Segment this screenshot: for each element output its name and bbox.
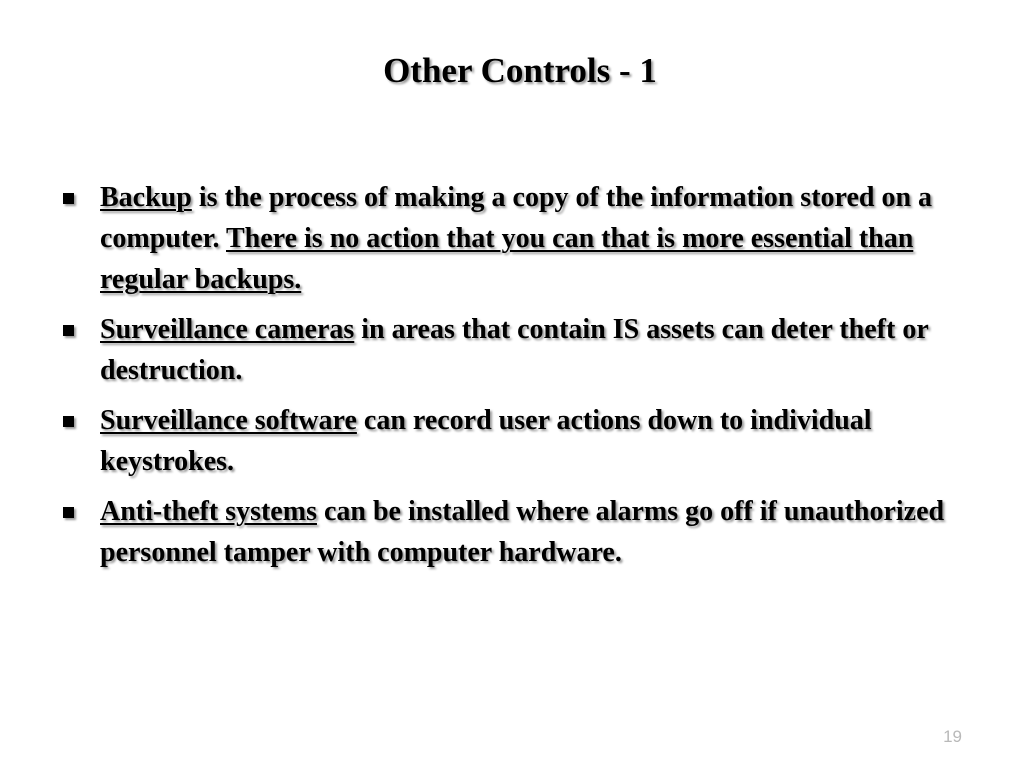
bullet-text: in areas that contain IS assets can deter theft or destruction. [100, 314, 929, 386]
slide-title: Other Controls - 1 [383, 51, 657, 90]
bullet-surveillance-software [100, 400, 970, 482]
page-number: 19 [943, 727, 962, 746]
bullet-emphasis: There is no action that you can that is more essential than regular backups. [100, 223, 914, 295]
bullet-term: Anti-theft systems [100, 496, 317, 527]
bullet-term: Surveillance software [100, 405, 357, 436]
bullet-term: Surveillance cameras [100, 314, 355, 345]
square-bullet-icon [63, 507, 74, 518]
bullet-text: can be installed where alarms go off if unauthorized personnel tamper with computer hardware. [100, 496, 945, 568]
bullet-term: Backup [100, 182, 192, 213]
bullet-list [100, 177, 970, 582]
bullet-surveillance-cameras [100, 309, 970, 391]
bullet-text: is the process of making a copy of the information stored on a computer. [100, 182, 933, 254]
bullet-text: can record user actions down to individual keystrokes. [100, 405, 872, 477]
square-bullet-icon [63, 416, 74, 427]
bullet-backup [100, 177, 970, 300]
square-bullet-icon [63, 193, 74, 204]
bullet-anti-theft-systems [100, 491, 970, 573]
square-bullet-icon [63, 325, 74, 336]
